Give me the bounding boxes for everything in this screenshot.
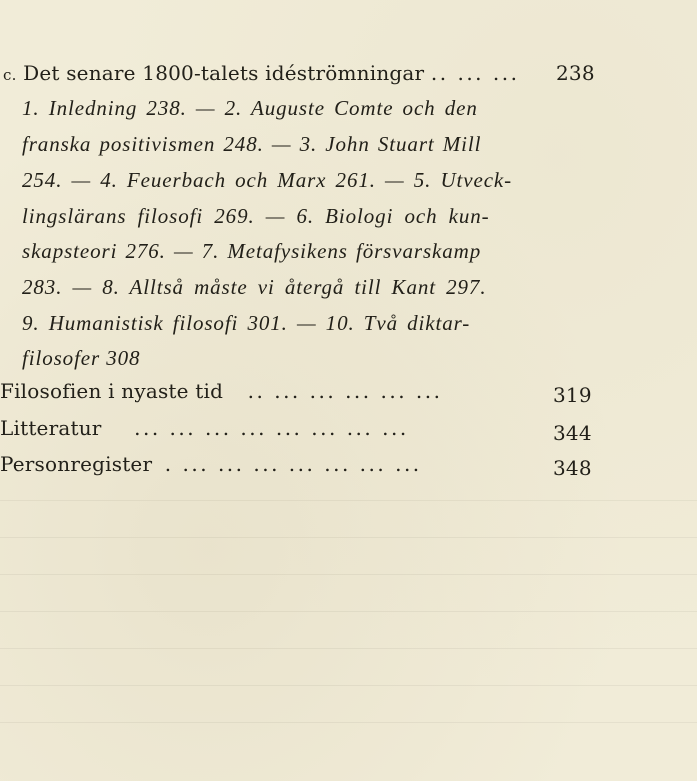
toc-subentry-text: 9. Humanistisk filosofi 301. — 10. Två diktar- [22, 311, 471, 335]
toc-entry-title: Det senare 1800-talets idéströmningar [23, 61, 425, 85]
toc-leader-dots: .. ... ... [430, 61, 520, 85]
toc-subentry [22, 97, 478, 119]
toc-entry-prefix: c. [3, 66, 17, 84]
toc-subentry-text: franska positivismen 248. — 3. John Stuart Mill [22, 132, 482, 156]
toc-entry-title: Litteratur [0, 416, 102, 440]
toc-subentry [22, 133, 481, 155]
toc-subentry-text: 283. — 8. Alltså måste vi återgå till Kant 297. [22, 275, 487, 299]
toc-page-number: 238 [556, 61, 595, 85]
toc-subentry [22, 276, 486, 298]
toc-leader-dots: ... ... ... ... ... ... ... ... [134, 416, 409, 440]
toc-leader-dots: . ... ... ... ... ... ... ... [164, 452, 422, 476]
toc-entry-title: Personregister [0, 452, 153, 476]
toc-entry-litteratur [0, 416, 592, 445]
toc-subentry-text: 1. Inledning 238. — 2. Auguste Comte och den [22, 96, 478, 120]
toc-subentry-text: skapsteori 276. — 7. Metafysikens försvarskamp [22, 239, 482, 263]
toc-subentry [22, 312, 470, 334]
toc-page-number: 344 [553, 421, 592, 445]
toc-subentry-text: lingslärans filosofi 269. — 6. Biologi och kun- [22, 204, 490, 228]
toc-subentry [22, 240, 481, 262]
toc-subentry [22, 347, 140, 369]
toc-entry-personregister [0, 452, 592, 480]
toc-page-number: 319 [553, 383, 592, 407]
toc-entry-title: Filosofien i nyaste tid [0, 379, 224, 403]
toc-entry-filosofien [0, 379, 592, 407]
toc-subentry [22, 169, 512, 191]
toc-page-number: 348 [553, 456, 592, 480]
toc-entry-c [3, 61, 595, 86]
toc-subentry-text: filosofer 308 [22, 346, 141, 370]
show-through-lines [0, 500, 697, 781]
toc-subentry [22, 205, 490, 227]
toc-subentry-text: 254. — 4. Feuerbach och Marx 261. — 5. Utveck- [22, 168, 513, 192]
toc-leader-dots: .. ... ... ... ... ... [247, 379, 443, 403]
